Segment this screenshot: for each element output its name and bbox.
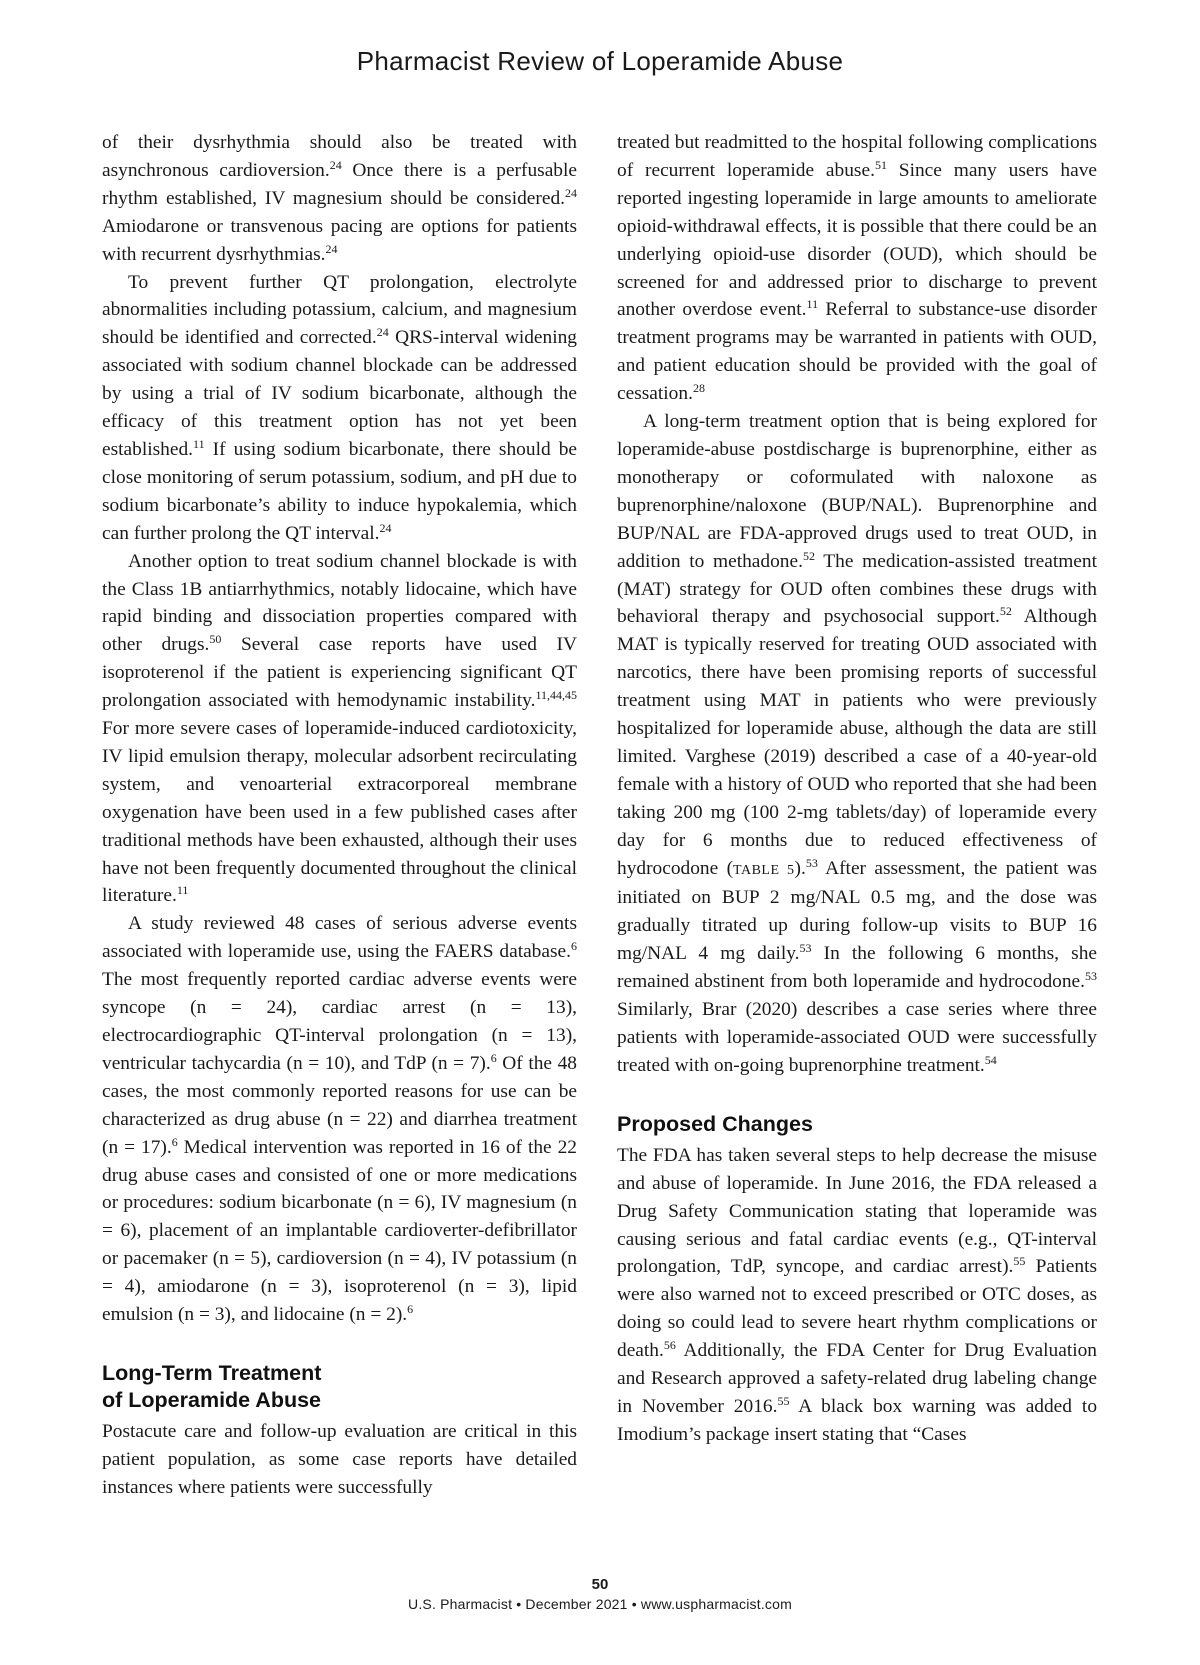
body-paragraph: of their dysrhythmia should also be treated with asynchronous cardioversion.$^{24}$ Once there is a perfusable rhythm established, IV magnesium should be considered.$^{24}$ Amiodarone or transvenous pacing are options for patients with recurrent dysrhythmias.$^{24}$ [102,132,577,265]
citation-superscript: 52 [802,548,815,563]
body-paragraph: The FDA has taken several steps to help decrease the misuse and abuse of loperamide. In June 2016, the FDA released a Drug Safety Communication stating that loperamide was causing serious and fatal cardiac events (e.g., QT-interval prolongation, TdP, syncope, and cardiac arrest).$^{55}$ Patients were also warned not to exceed prescribed or OTC doses, as doing so could lead to severe heart rhythm complications or death.$^{56}$ Additionally, the FDA Center for Drug Evaluation and Research approved a safety-related drug labeling change in November 2016.55 A black box warning was added to Imodium’s package insert stating that “Cases [617,1144,1098,1445]
citation-superscript: 11 [806,297,819,312]
citation-superscript: 24 [376,325,389,340]
citation-superscript: 53 [1085,969,1097,984]
body-paragraph: To prevent further QT prolongation, electrolyte abnormalities including potassium, calcium, and magnesium should be identified and corrected.$^{24}$ QRS-interval widening associated with sodium channel blockade can be addressed by using a trial of IV sodium bicarbonate, although the efficacy of this treatment option has not yet been established.$^{11}$ If using sodium bicarbonate, there should be close monitoring of serum potassium, sodium, and pH due to sodium bicarbonate’s ability to induce hypokalemia, which can further prolong the QT interval.$^{24}$ [102,271,577,544]
body-paragraph: Postacute care and follow-up evaluation are critical in this patient population, as some case reports have detailed instances where patients were successfully [102,1420,577,1498]
section-heading-proposed-changes: Proposed Changes [617,1111,813,1136]
publication-footer: U.S. Pharmacist • December 2021 • www.uspharmacist.com [408,1596,792,1612]
citation-superscript: 50 [209,632,222,647]
citation-superscript: 6 [490,1050,497,1065]
citation-superscript: 51 [874,157,887,172]
citation-superscript: 55 [1013,1254,1026,1269]
body-paragraph: Another option to treat sodium channel blockade is with the Class 1B antiarrhythmics, notably lidocaine, which have rapid binding and dissociation properties compared with other drugs.$^{50}$ Several case reports have used IV isoproterenol if the patient is experiencing significant QT prolongation associated with hemodynamic instability.$^{11,44,45}$ For more severe cases of loperamide-induced cardiotoxicity, IV lipid emulsion therapy, molecular adsorbent recirculating system, and venoarterial extracorporeal membrane oxygenation have been used in a few published cases after traditional methods have been exhausted, although their uses have not been frequently documented throughout the clinical literature.$^{11}$ [102,550,577,907]
citation-superscript: 6 [571,939,577,954]
citation-superscript: 28 [692,381,705,396]
page-number: 50 [591,1576,609,1593]
citation-superscript: 53 [799,941,812,956]
section-heading-long-term-treatment [102,1360,577,1414]
heading-line: Long-Term Treatment [102,1360,322,1385]
citation-superscript: 24 [565,185,577,200]
citation-superscript: 53 [805,855,818,870]
citation-superscript: 24 [325,241,338,256]
body-paragraph: A long-term treatment option that is being explored for loperamide-abuse postdischarge is buprenorphine, either as monotherapy or coformulated with naloxone as buprenorphine/naloxone (BUP/NAL). Buprenorphine and BUP/NAL are FDA-approved drugs used to treat OUD, in addition to methadone.$^{52}$ The medication-assisted treatment (MAT) strategy for OUD often combines these drugs with behavioral therapy and psychosocial support.$^{52}$ Although MAT is typically reserved for treating OUD associated with narcotics, there have been promising reports of successful treatment using MAT in patients who were previously hospitalized for loperamide abuse, although the data are still limited. Varghese (2019) described a case of a 40-year-old female with a history of OUD who reported that she had been taking 200 mg (100 2-mg tablets/day) of loperamide every day for 6 months due to reduced effectiveness of hydrocodone (TABLE 5).$^{53}$ After assessment, the patient was initiated on BUP 2 mg/NAL 0.5 mg, and the dose was gradually titrated up during follow-up visits to BUP 16 mg/NAL 4 mg daily.$^{53}$ In the following 6 months, she remained abstinent from both loperamide and hydrocodone.$^{53}$ Similarly, Brar (2020) describes a case series where three patients with loperamide-associated OUD were successfully treated with on-going buprenorphine treatment.$^{54}$ [617,411,1097,1076]
body-paragraph: treated but readmitted to the hospital following complications of recurrent loperamide abuse.$^{51}$ Since many users have reported ingesting loperamide in large amounts to ameliorate opioid-withdrawal effects, it is possible that there could be an underlying opioid-use disorder (OUD), which should be screened for and addressed prior to discharge to prevent another overdose event.$^{11}$ Referral to substance-use disorder treatment programs may be warranted in patients with OUD, and patient education should be provided with the goal of cessation.$^{28}$ [617,132,1097,405]
running-header: Pharmacist Review of Loperamide Abuse [356,46,844,76]
right-column [617,129,1097,1449]
citation-superscript: 6 [171,1134,178,1149]
citation-superscript: 24 [379,520,392,535]
body-paragraph: A study reviewed 48 cases of serious adverse events associated with loperamide use, using the FAERS database.$^6$ The most frequently reported cardiac adverse events were syncope (n = 24), cardiac arrest (n = 13), electrocardiographic QT-interval prolongation (n = 13), ventricular tachycardia (n = 10), and TdP (n = 7).$^6$ Of the 48 cases, the most commonly reported reasons for use can be characterized as drug abuse (n = 22) and diarrhea treatment (n = 17).$^6$ Medical intervention was reported in 16 of the 22 drug abuse cases and consisted of one or more medications or procedures: sodium bicarbonate (n = 6), IV magnesium (n = 6), placement of an implantable cardioverter-defibrillator or pacemaker (n = 5), cardioversion (n = 4), IV potassium (n = 4), amiodarone (n = 3), isoproterenol (n = 3), lipid emulsion (n = 3), and lidocaine (n = 2).$^6$ [102,913,577,1326]
citation-superscript: 11 [176,883,189,898]
citation-superscript: 11,44,45 [535,688,577,703]
citation-superscript: 24 [329,157,342,172]
citation-superscript: 54 [984,1052,997,1067]
citation-superscript: 52 [999,604,1012,619]
left-column [102,129,577,1502]
citation-superscript: 55 [777,1393,790,1408]
heading-line: of Loperamide Abuse [102,1387,322,1412]
table-reference: TABLE 5 [733,862,795,878]
citation-superscript: 56 [663,1338,676,1353]
citation-superscript: 11 [193,436,205,451]
citation-superscript: 6 [407,1302,414,1317]
